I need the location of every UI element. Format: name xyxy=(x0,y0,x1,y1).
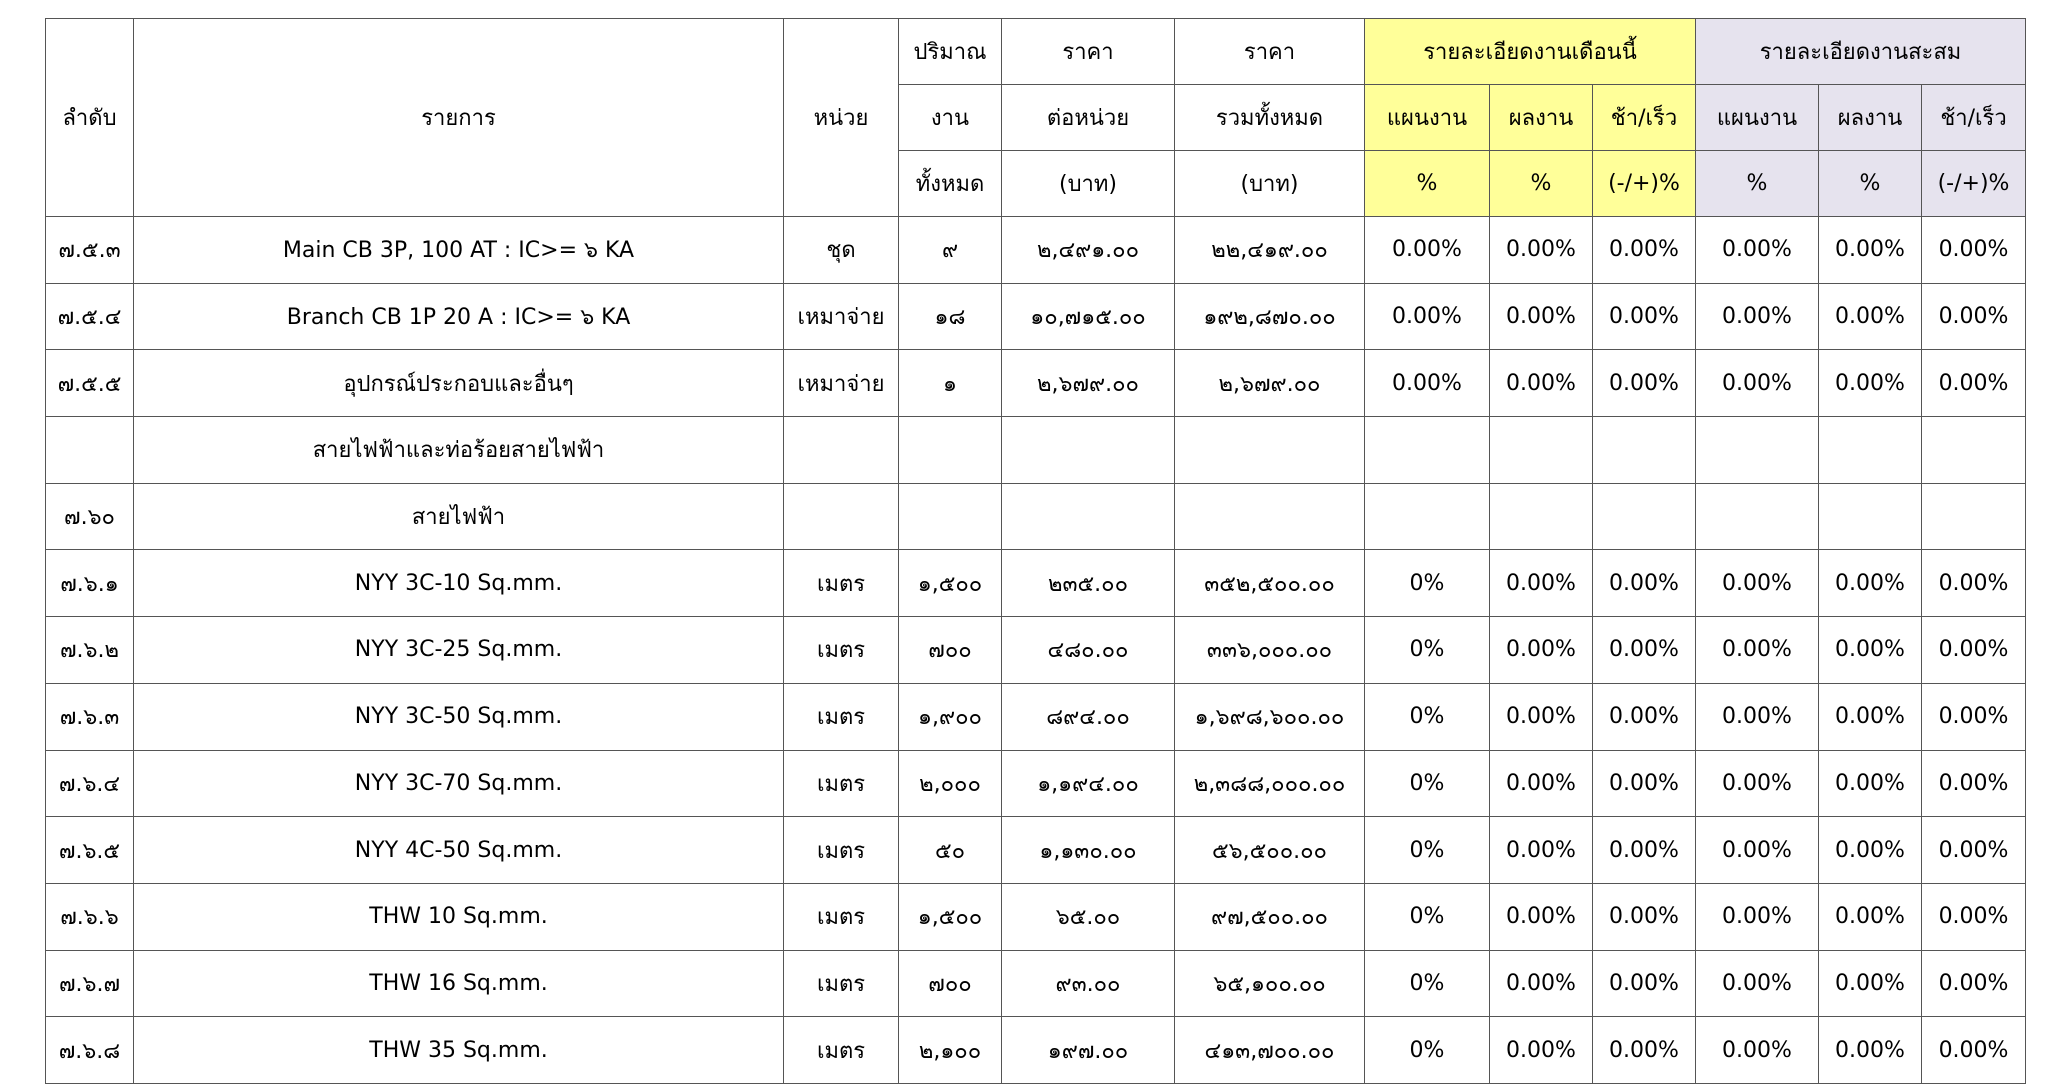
progress-table xyxy=(45,18,2026,1084)
seq-cell: ๗.๕.๓ xyxy=(46,217,134,284)
header-qty-3: ทั้งหมด xyxy=(899,151,1002,217)
unit-price-cell: ๑๐,๗๑๕.๐๐ xyxy=(1002,283,1175,350)
month-plan-cell: 0.00% xyxy=(1365,350,1490,417)
total-price-cell: ๙๗,๕๐๐.๐๐ xyxy=(1175,883,1365,950)
unit-cell: เมตร xyxy=(784,883,899,950)
cum-result-cell xyxy=(1819,417,1922,484)
qty-cell: ๙ xyxy=(899,217,1002,284)
table-row xyxy=(46,217,2026,284)
total-price-cell: ๑,๖๙๘,๖๐๐.๐๐ xyxy=(1175,683,1365,750)
table-row xyxy=(46,350,2026,417)
total-price-cell: ๒๒,๔๑๙.๐๐ xyxy=(1175,217,1365,284)
header-seq: ลำดับ xyxy=(46,19,134,217)
month-plan-cell: 0% xyxy=(1365,683,1490,750)
month-plan-cell: 0% xyxy=(1365,883,1490,950)
month-plan-cell: 0.00% xyxy=(1365,283,1490,350)
total-price-cell: ๖๕,๑๐๐.๐๐ xyxy=(1175,950,1365,1017)
item-cell: THW 35 Sq.mm. xyxy=(134,1017,784,1084)
table-row xyxy=(46,683,2026,750)
month-result-cell xyxy=(1490,417,1593,484)
cum-diff-cell: 0.00% xyxy=(1922,217,2026,284)
cum-plan-cell xyxy=(1696,483,1819,550)
cum-result-cell: 0.00% xyxy=(1819,550,1922,617)
header-cum-diff-pct: (-/+)% xyxy=(1922,151,2026,217)
month-result-cell: 0.00% xyxy=(1490,217,1593,284)
header-month-diff: ช้า/เร็ว xyxy=(1593,85,1696,151)
header-cum-diff: ช้า/เร็ว xyxy=(1922,85,2026,151)
seq-cell: ๗.๕.๕ xyxy=(46,350,134,417)
month-diff-cell: 0.00% xyxy=(1593,883,1696,950)
unit-price-cell: ๑,๑๙๔.๐๐ xyxy=(1002,750,1175,817)
month-result-cell: 0.00% xyxy=(1490,683,1593,750)
month-plan-cell: 0% xyxy=(1365,617,1490,684)
seq-cell: ๗.๖.๘ xyxy=(46,1017,134,1084)
total-price-cell: ๓๕๒,๕๐๐.๐๐ xyxy=(1175,550,1365,617)
unit-price-cell: ๒,๖๗๙.๐๐ xyxy=(1002,350,1175,417)
month-plan-cell: 0% xyxy=(1365,550,1490,617)
cum-plan-cell: 0.00% xyxy=(1696,217,1819,284)
month-plan-cell xyxy=(1365,417,1490,484)
cum-plan-cell: 0.00% xyxy=(1696,750,1819,817)
cum-plan-cell xyxy=(1696,417,1819,484)
cum-result-cell: 0.00% xyxy=(1819,883,1922,950)
cum-result-cell: 0.00% xyxy=(1819,683,1922,750)
seq-cell: ๗.๖๐ xyxy=(46,483,134,550)
cum-diff-cell: 0.00% xyxy=(1922,350,2026,417)
seq-cell: ๗.๖.๗ xyxy=(46,950,134,1017)
header-cum-result: ผลงาน xyxy=(1819,85,1922,151)
header-cum-plan-pct: % xyxy=(1696,151,1819,217)
item-cell: NYY 3C-10 Sq.mm. xyxy=(134,550,784,617)
qty-cell: ๗๐๐ xyxy=(899,950,1002,1017)
unit-price-cell xyxy=(1002,417,1175,484)
item-cell: สายไฟฟ้า xyxy=(134,483,784,550)
header-qty-2: งาน xyxy=(899,85,1002,151)
item-cell: อุปกรณ์ประกอบและอื่นๆ xyxy=(134,350,784,417)
month-diff-cell: 0.00% xyxy=(1593,817,1696,884)
qty-cell: ๑,๕๐๐ xyxy=(899,550,1002,617)
cum-diff-cell: 0.00% xyxy=(1922,617,2026,684)
cum-diff-cell xyxy=(1922,483,2026,550)
cum-plan-cell: 0.00% xyxy=(1696,950,1819,1017)
total-price-cell: ๔๑๓,๗๐๐.๐๐ xyxy=(1175,1017,1365,1084)
month-plan-cell: 0% xyxy=(1365,1017,1490,1084)
total-price-cell: ๓๓๖,๐๐๐.๐๐ xyxy=(1175,617,1365,684)
header-unit-price-1: ราคา xyxy=(1002,19,1175,85)
cum-plan-cell: 0.00% xyxy=(1696,683,1819,750)
header-month-plan: แผนงาน xyxy=(1365,85,1490,151)
table-row xyxy=(46,550,2026,617)
unit-cell xyxy=(784,417,899,484)
qty-cell: ๑๘ xyxy=(899,283,1002,350)
total-price-cell: ๕๖,๕๐๐.๐๐ xyxy=(1175,817,1365,884)
unit-cell: เหมาจ่าย xyxy=(784,283,899,350)
table-body xyxy=(46,217,2026,1084)
unit-cell xyxy=(784,483,899,550)
header-unit: หน่วย xyxy=(784,19,899,217)
header-month-result-pct: % xyxy=(1490,151,1593,217)
item-cell: Branch CB 1P 20 A : IC>= ๖ KA xyxy=(134,283,784,350)
table-row xyxy=(46,750,2026,817)
header-total-price-3: (บาท) xyxy=(1175,151,1365,217)
header-month-group: รายละเอียดงานเดือนนี้ xyxy=(1365,19,1696,85)
unit-cell: เมตร xyxy=(784,683,899,750)
unit-cell: เมตร xyxy=(784,950,899,1017)
cum-plan-cell: 0.00% xyxy=(1696,883,1819,950)
header-unit-price-2: ต่อหน่วย xyxy=(1002,85,1175,151)
qty-cell: ๒,๑๐๐ xyxy=(899,1017,1002,1084)
seq-cell: ๗.๖.๑ xyxy=(46,550,134,617)
seq-cell: ๗.๖.๔ xyxy=(46,750,134,817)
table-row xyxy=(46,283,2026,350)
total-price-cell xyxy=(1175,483,1365,550)
header-unit-price-3: (บาท) xyxy=(1002,151,1175,217)
seq-cell: ๗.๖.๕ xyxy=(46,817,134,884)
unit-price-cell: ๖๕.๐๐ xyxy=(1002,883,1175,950)
month-result-cell: 0.00% xyxy=(1490,817,1593,884)
month-plan-cell: 0% xyxy=(1365,817,1490,884)
month-diff-cell xyxy=(1593,417,1696,484)
item-cell: THW 16 Sq.mm. xyxy=(134,950,784,1017)
header-cum-result-pct: % xyxy=(1819,151,1922,217)
header-cumulative-group: รายละเอียดงานสะสม xyxy=(1696,19,2026,85)
header-total-price-2: รวมทั้งหมด xyxy=(1175,85,1365,151)
month-diff-cell xyxy=(1593,483,1696,550)
unit-cell: เมตร xyxy=(784,1017,899,1084)
cum-plan-cell: 0.00% xyxy=(1696,283,1819,350)
table-row xyxy=(46,483,2026,550)
seq-cell xyxy=(46,417,134,484)
month-diff-cell: 0.00% xyxy=(1593,550,1696,617)
total-price-cell xyxy=(1175,417,1365,484)
table-row xyxy=(46,617,2026,684)
header-month-result: ผลงาน xyxy=(1490,85,1593,151)
header-item: รายการ xyxy=(134,19,784,217)
cum-result-cell: 0.00% xyxy=(1819,950,1922,1017)
unit-price-cell: ๘๙๔.๐๐ xyxy=(1002,683,1175,750)
cum-result-cell: 0.00% xyxy=(1819,817,1922,884)
seq-cell: ๗.๖.๖ xyxy=(46,883,134,950)
month-diff-cell: 0.00% xyxy=(1593,350,1696,417)
unit-price-cell: ๑,๑๓๐.๐๐ xyxy=(1002,817,1175,884)
month-result-cell: 0.00% xyxy=(1490,283,1593,350)
qty-cell: ๑,๕๐๐ xyxy=(899,883,1002,950)
table-row xyxy=(46,950,2026,1017)
item-cell: สายไฟฟ้าและท่อร้อยสายไฟฟ้า xyxy=(134,417,784,484)
unit-cell: เมตร xyxy=(784,550,899,617)
unit-price-cell: ๒,๔๙๑.๐๐ xyxy=(1002,217,1175,284)
header-month-plan-pct: % xyxy=(1365,151,1490,217)
qty-cell: ๑ xyxy=(899,350,1002,417)
cum-diff-cell: 0.00% xyxy=(1922,817,2026,884)
total-price-cell: ๑๙๒,๘๗๐.๐๐ xyxy=(1175,283,1365,350)
table-row xyxy=(46,1017,2026,1084)
month-diff-cell: 0.00% xyxy=(1593,750,1696,817)
item-cell: Main CB 3P, 100 AT : IC>= ๖ KA xyxy=(134,217,784,284)
unit-price-cell: ๔๘๐.๐๐ xyxy=(1002,617,1175,684)
cum-result-cell: 0.00% xyxy=(1819,617,1922,684)
table-row xyxy=(46,817,2026,884)
table-row xyxy=(46,883,2026,950)
unit-cell: เมตร xyxy=(784,750,899,817)
cum-diff-cell: 0.00% xyxy=(1922,950,2026,1017)
month-plan-cell: 0% xyxy=(1365,950,1490,1017)
unit-cell: ชุด xyxy=(784,217,899,284)
cum-result-cell: 0.00% xyxy=(1819,350,1922,417)
cum-result-cell: 0.00% xyxy=(1819,750,1922,817)
seq-cell: ๗.๖.๒ xyxy=(46,617,134,684)
total-price-cell: ๒,๓๘๘,๐๐๐.๐๐ xyxy=(1175,750,1365,817)
header-month-diff-pct: (-/+)% xyxy=(1593,151,1696,217)
cum-diff-cell xyxy=(1922,417,2026,484)
month-diff-cell: 0.00% xyxy=(1593,950,1696,1017)
month-diff-cell: 0.00% xyxy=(1593,217,1696,284)
item-cell: NYY 3C-70 Sq.mm. xyxy=(134,750,784,817)
cum-diff-cell: 0.00% xyxy=(1922,683,2026,750)
month-result-cell xyxy=(1490,483,1593,550)
header-qty-1: ปริมาณ xyxy=(899,19,1002,85)
item-cell: NYY 3C-50 Sq.mm. xyxy=(134,683,784,750)
unit-price-cell: ๒๓๕.๐๐ xyxy=(1002,550,1175,617)
month-diff-cell: 0.00% xyxy=(1593,617,1696,684)
cum-plan-cell: 0.00% xyxy=(1696,817,1819,884)
month-result-cell: 0.00% xyxy=(1490,950,1593,1017)
cum-plan-cell: 0.00% xyxy=(1696,617,1819,684)
month-result-cell: 0.00% xyxy=(1490,550,1593,617)
month-diff-cell: 0.00% xyxy=(1593,683,1696,750)
month-result-cell: 0.00% xyxy=(1490,350,1593,417)
unit-cell: เมตร xyxy=(784,617,899,684)
header-total-price-1: ราคา xyxy=(1175,19,1365,85)
unit-price-cell: ๙๓.๐๐ xyxy=(1002,950,1175,1017)
qty-cell: ๕๐ xyxy=(899,817,1002,884)
item-cell: NYY 3C-25 Sq.mm. xyxy=(134,617,784,684)
month-result-cell: 0.00% xyxy=(1490,1017,1593,1084)
item-cell: NYY 4C-50 Sq.mm. xyxy=(134,817,784,884)
seq-cell: ๗.๕.๔ xyxy=(46,283,134,350)
cum-diff-cell: 0.00% xyxy=(1922,1017,2026,1084)
unit-price-cell xyxy=(1002,483,1175,550)
qty-cell: ๑,๙๐๐ xyxy=(899,683,1002,750)
total-price-cell: ๒,๖๗๙.๐๐ xyxy=(1175,350,1365,417)
cum-result-cell xyxy=(1819,483,1922,550)
month-diff-cell: 0.00% xyxy=(1593,283,1696,350)
month-plan-cell: 0.00% xyxy=(1365,217,1490,284)
cum-plan-cell: 0.00% xyxy=(1696,350,1819,417)
cum-result-cell: 0.00% xyxy=(1819,283,1922,350)
cum-plan-cell: 0.00% xyxy=(1696,550,1819,617)
unit-price-cell: ๑๙๗.๐๐ xyxy=(1002,1017,1175,1084)
unit-cell: เมตร xyxy=(784,817,899,884)
seq-cell: ๗.๖.๓ xyxy=(46,683,134,750)
cum-result-cell: 0.00% xyxy=(1819,217,1922,284)
cum-diff-cell: 0.00% xyxy=(1922,883,2026,950)
cum-diff-cell: 0.00% xyxy=(1922,750,2026,817)
cum-diff-cell: 0.00% xyxy=(1922,283,2026,350)
qty-cell: ๒,๐๐๐ xyxy=(899,750,1002,817)
month-result-cell: 0.00% xyxy=(1490,617,1593,684)
qty-cell xyxy=(899,483,1002,550)
unit-cell: เหมาจ่าย xyxy=(784,350,899,417)
qty-cell xyxy=(899,417,1002,484)
table-row xyxy=(46,417,2026,484)
cum-plan-cell: 0.00% xyxy=(1696,1017,1819,1084)
month-result-cell: 0.00% xyxy=(1490,750,1593,817)
cum-diff-cell: 0.00% xyxy=(1922,550,2026,617)
item-cell: THW 10 Sq.mm. xyxy=(134,883,784,950)
qty-cell: ๗๐๐ xyxy=(899,617,1002,684)
header-cum-plan: แผนงาน xyxy=(1696,85,1819,151)
month-result-cell: 0.00% xyxy=(1490,883,1593,950)
month-plan-cell: 0% xyxy=(1365,750,1490,817)
month-plan-cell xyxy=(1365,483,1490,550)
month-diff-cell: 0.00% xyxy=(1593,1017,1696,1084)
cum-result-cell: 0.00% xyxy=(1819,1017,1922,1084)
